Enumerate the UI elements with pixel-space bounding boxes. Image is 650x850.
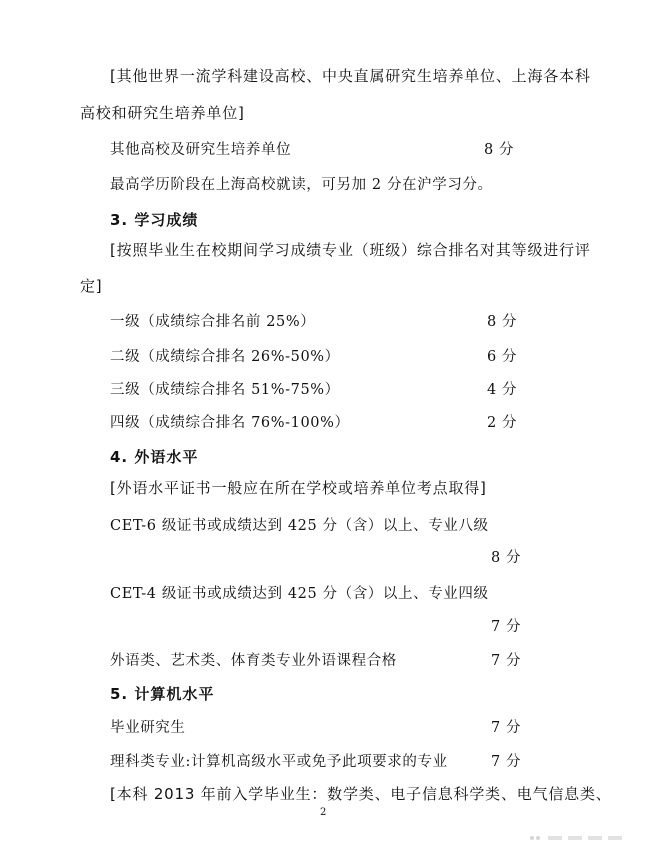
grade-level-4-score: 2 分 — [487, 415, 518, 431]
grade-level-2-score: 6 分 — [487, 349, 518, 365]
criteria-note-line-2: 高校和研究生培养单位] — [80, 104, 245, 122]
shanghai-bonus-note: 最高学历阶段在上海高校就读，可另加 2 分在沪学习分。 — [110, 177, 493, 193]
science-major-score: 7 分 — [491, 754, 522, 770]
science-major-item: 理科类专业:计算机高级水平或免予此项要求的专业 — [110, 754, 448, 770]
cet4-item: CET-4 级证书或成绩达到 425 分（含）以上、专业四级 — [110, 586, 489, 602]
language-note: [外语水平证书一般应在所在学校或培养单位考点取得] — [110, 479, 487, 497]
cet6-score: 8 分 — [491, 550, 522, 566]
page-number: 2 — [320, 807, 327, 818]
section-heading-language: 4. 外语水平 — [110, 448, 199, 466]
cet4-score: 7 分 — [491, 619, 522, 635]
cet6-item: CET-6 级证书或成绩达到 425 分（含）以上、专业八级 — [110, 518, 489, 534]
graduate-student-score: 7 分 — [491, 720, 522, 736]
grade-level-1-score: 8 分 — [487, 314, 518, 330]
grade-level-4: 四级（成绩综合排名 76%-100%） — [110, 415, 350, 431]
grades-note-line-2: 定] — [80, 277, 103, 295]
section-heading-computer: 5. 计算机水平 — [110, 685, 215, 703]
language-major-score: 7 分 — [491, 653, 522, 669]
computer-note: [本科 2013 年前入学毕业生：数学类、电子信息科学类、电气信息类、 — [110, 785, 612, 803]
grade-level-2: 二级（成绩综合排名 26%-50%） — [110, 349, 340, 365]
other-universities-score: 8 分 — [484, 142, 515, 158]
grade-level-3: 三级（成绩综合排名 51%-75%） — [110, 382, 340, 398]
section-heading-grades: 3. 学习成绩 — [110, 211, 199, 229]
watermark-icon — [528, 832, 624, 844]
grade-level-3-score: 4 分 — [487, 382, 518, 398]
other-universities-item: 其他高校及研究生培养单位 — [110, 142, 292, 158]
graduate-student-item: 毕业研究生 — [110, 720, 186, 736]
criteria-note-line-1: [其他世界一流学科建设高校、中央直属研究生培养单位、上海各本科 — [110, 67, 591, 85]
grades-note-line-1: [按照毕业生在校期间学习成绩专业（班级）综合排名对其等级进行评 — [110, 241, 591, 259]
language-major-item: 外语类、艺术类、体育类专业外语课程合格 — [110, 653, 397, 669]
grade-level-1: 一级（成绩综合排名前 25%） — [110, 314, 316, 330]
watermark-logo — [528, 832, 624, 849]
